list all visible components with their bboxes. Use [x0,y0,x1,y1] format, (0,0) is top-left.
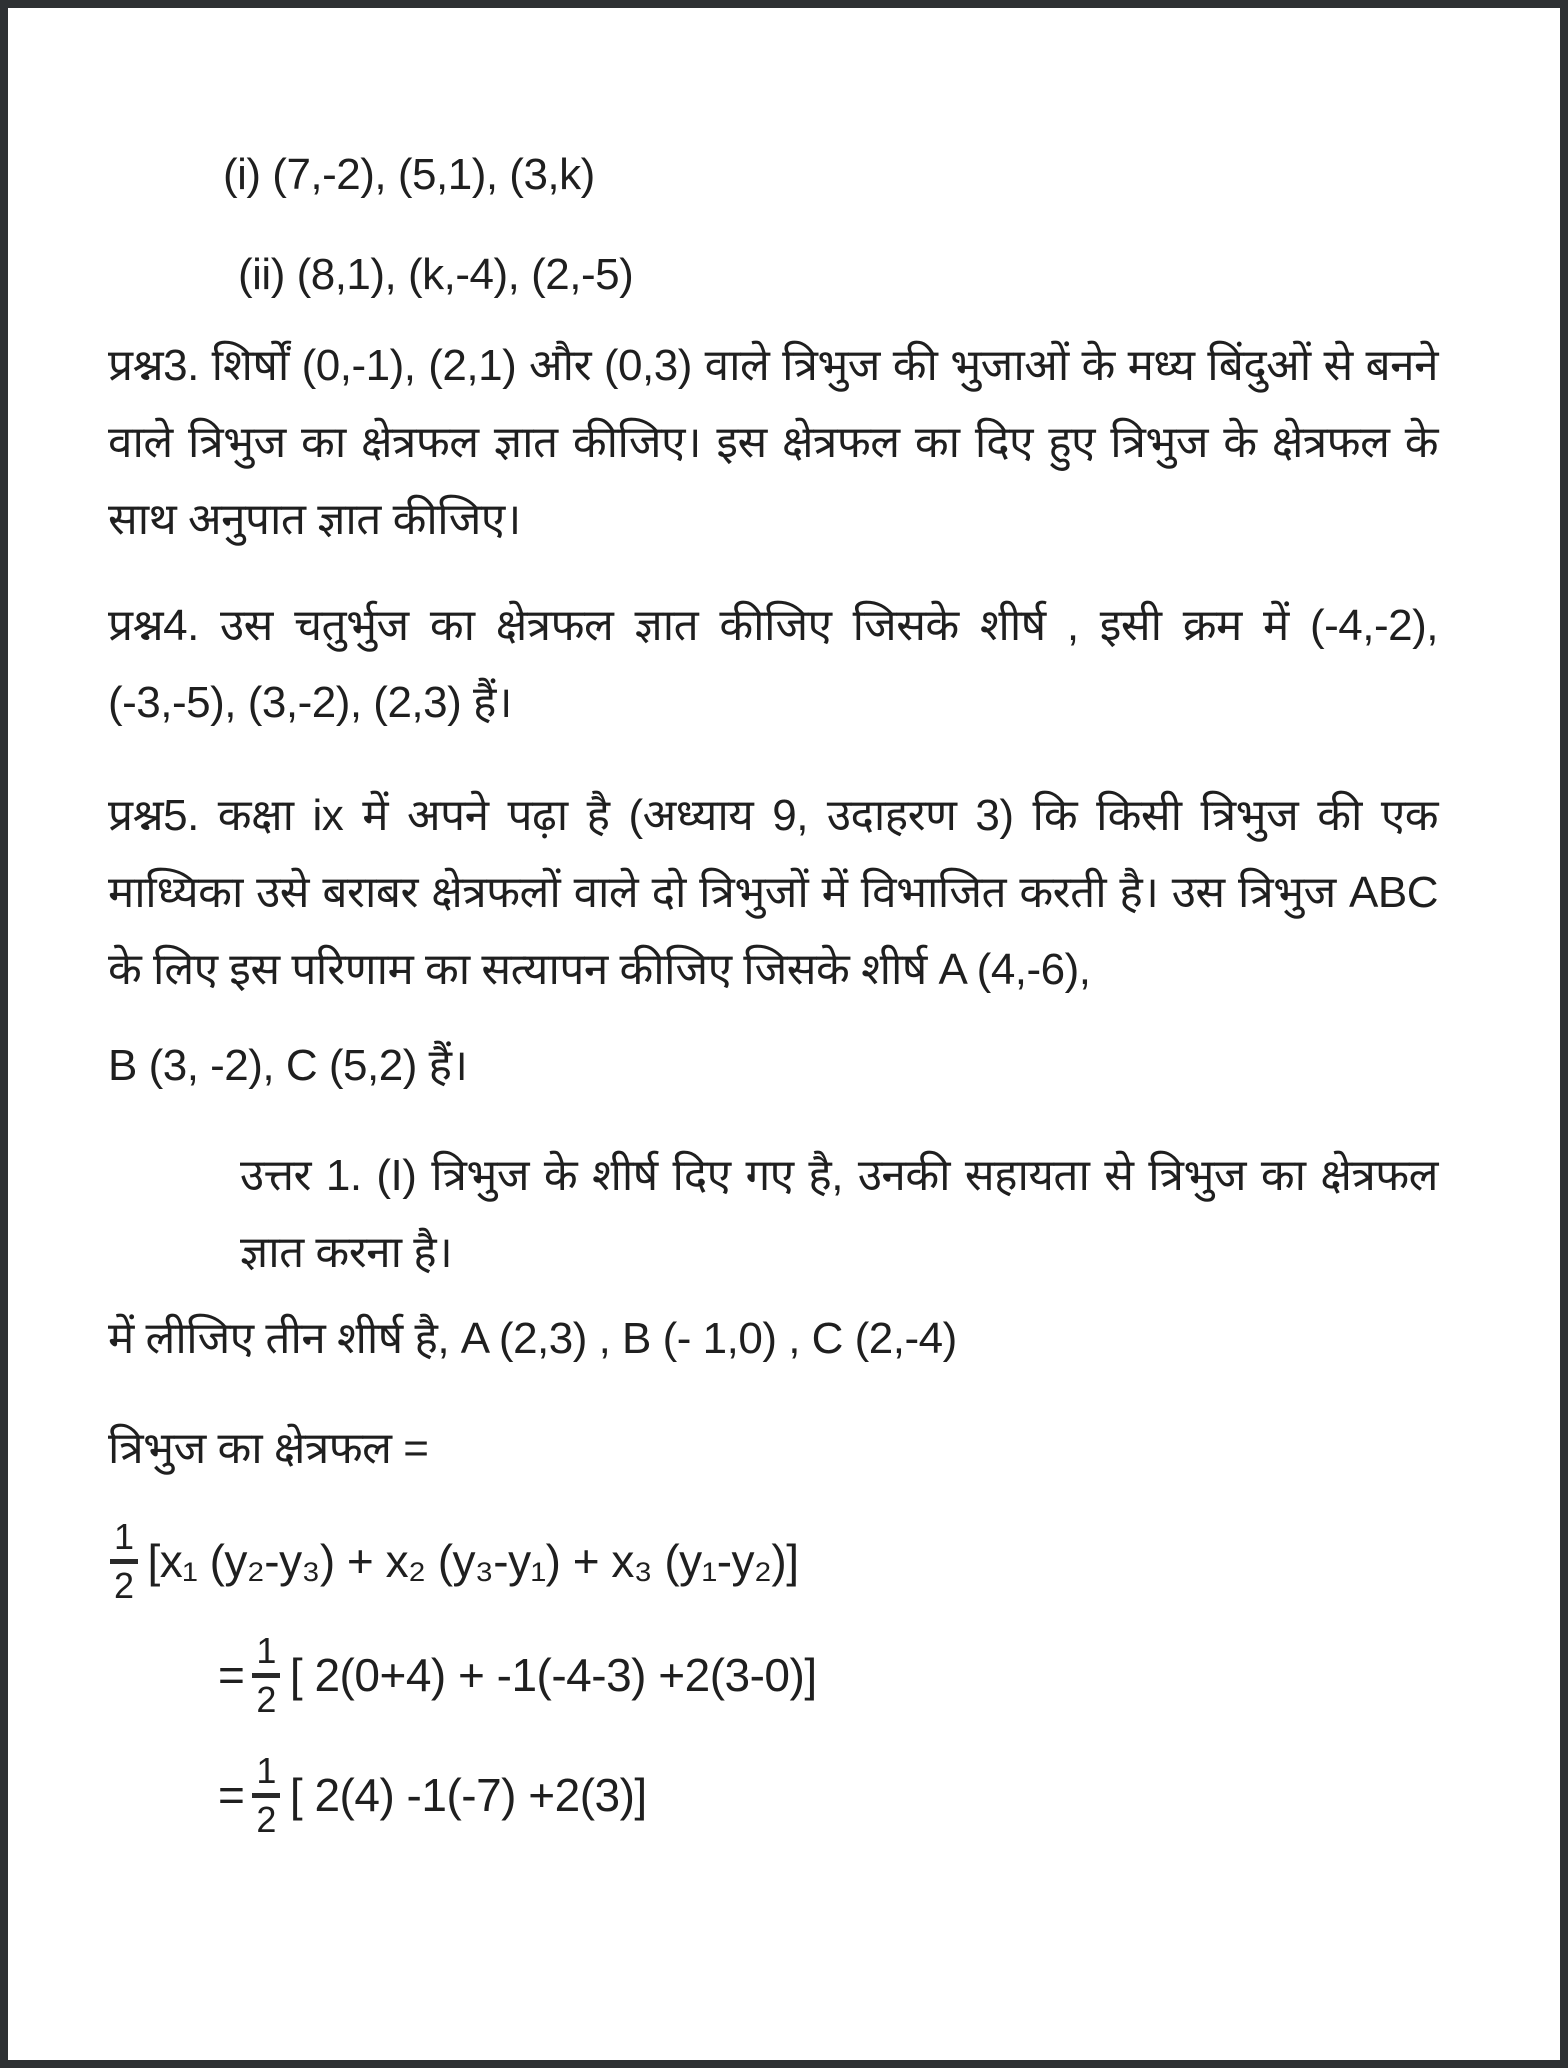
one-half-fraction [252,1631,280,1719]
formula-body: [x₁ (y₂-y₃) + x₂ (y₃-y₁) + x₃ (y₁-y₂)] [147,1534,799,1587]
equals-sign: = [218,1768,245,1821]
one-half-fraction [110,1517,138,1605]
fraction-denominator: 2 [256,1798,276,1840]
question-5-continuation: B (3, -2), C (5,2) हैं। [108,1041,468,1090]
page-content [8,8,1560,1840]
area-of-triangle-label: त्रिभुज का क्षेत्रफल = [108,1424,429,1473]
sub-item-ii: (ii) (8,1), (k,-4), (2,-5) [238,250,634,299]
one-half-fraction [252,1751,280,1839]
fraction-denominator: 2 [256,1678,276,1720]
area-formula-general [108,1517,1438,1605]
equals-sign: = [218,1648,245,1701]
simplification-body: [ 2(4) -1(-7) +2(3)] [289,1768,647,1821]
substitution-body: [ 2(0+4) + -1(-4-3) +2(3-0)] [289,1648,817,1701]
answer-1-intro: उत्तर 1. (I) त्रिभुज के शीर्ष दिए गए है, उनकी सहायता से त्रिभुज का क्षेत्रफल ज्ञात करना है। [240,1151,1438,1277]
fraction-numerator: 1 [252,1751,280,1798]
question-5: प्रश्न5. कक्षा ix में अपने पढ़ा है (अध्याय 9, उदाहरण 3) कि किसी त्रिभुज की एक माध्यिका उसे बराबर क्षेत्रफलों वाले दो त्रिभुजों में विभाजित करती है। उस त्रिभुज ABC के लिए इस परिणाम का सत्यापन कीजिए जिसके शीर्ष A (4,-6), [108,791,1438,994]
sub-item-i: (i) (7,-2), (5,1), (3,k) [223,150,595,199]
question-4: प्रश्न4. उस चतुर्भुज का क्षेत्रफल ज्ञात कीजिए जिसके शीर्ष , इसी क्रम में (-4,-2), (-3,-5), (3,-2), (2,3) हैं। [108,601,1438,727]
simplification-step [218,1751,1438,1839]
substitution-step [218,1631,1438,1719]
fraction-numerator: 1 [110,1517,138,1564]
question-3: प्रश्न3. शिर्षों (0,-1), (2,1) और (0,3) वाले त्रिभुज की भुजाओं के मध्य बिंदुओं से बनने वाले त्रिभुज का क्षेत्रफल ज्ञात कीजिए। इस क्षेत्रफल का दिए हुए त्रिभुज के क्षेत्रफल के साथ अनुपात ज्ञात कीजिए। [108,341,1438,544]
fraction-denominator: 2 [114,1564,134,1606]
fraction-numerator: 1 [252,1631,280,1678]
vertices-assumption-line: में लीजिए तीन शीर्ष है, A (2,3) , B (- 1,0) , C (2,-4) [108,1314,957,1363]
